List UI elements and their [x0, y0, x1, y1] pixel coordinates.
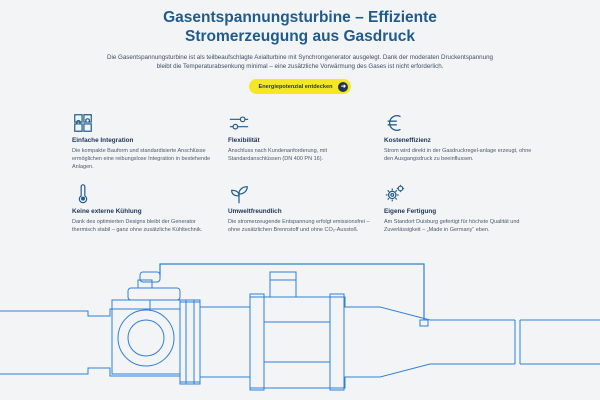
euro-icon: [384, 112, 406, 134]
feature-text: Anschluss nach Kundenanforderung, mit Standardanschlüssen (DN 400 PN 16).: [228, 148, 328, 162]
puzzle-icon: [72, 112, 94, 134]
sliders-icon: [228, 112, 250, 134]
feature-title: Kosteneffizienz: [384, 137, 431, 144]
feature-title: Keine externe Kühlung: [72, 208, 142, 215]
feature-text: Die stromerzeugende Entspannung erfolgt emissionsfrei – ohne zusätzlichen Brennstoff und ohne CO₂-Ausstoß.: [228, 219, 370, 233]
arrow-right-icon: ➜: [338, 82, 348, 92]
turbine-housing: [250, 272, 344, 390]
regulating-valve: [112, 272, 180, 374]
feature-integration: [72, 112, 228, 171]
title-line-1: Gasentspannungsturbine – Effiziente: [163, 9, 437, 26]
feature-text: Strom wird direkt in der Gasdruckregel-anlage erzeugt, ohne den Ausgangsdruck zu beeinflussen.: [384, 148, 532, 162]
main-pipe: [0, 297, 600, 388]
hero-description: Die Gasentspannungsturbine ist als teilbeaufschlagte Axialturbine mit Synchrongenerator ausgelegt. Dank der moderaten Druckentspannung bleibt die Temperaturabsenkung minimal – eine zusätzliche Vorwärmung des Gases ist nicht erforderlich.: [107, 54, 493, 70]
feature-title: Flexibilität: [228, 137, 260, 144]
feature-text: Am Standort Duisburg gefertigt für höchste Qualität und Zuverlässigkeit – „Made in Germany“ eben.: [384, 219, 520, 233]
turbine-pipeline-diagram: [0, 262, 600, 400]
feature-own-production: [384, 183, 540, 234]
hero-section: [0, 8, 600, 94]
sensor: [420, 320, 428, 326]
feature-title: Einfache Integration: [72, 137, 134, 144]
page-title: [0, 8, 600, 46]
feature-text: Die kompakte Bauform und standardisierte Anschlüsse ermöglichen eine reibungslose Integration in bestehende Anlagen.: [72, 148, 211, 170]
flange-left: [180, 300, 200, 384]
feature-cost-efficiency: [384, 112, 540, 171]
feature-flexibility: [228, 112, 384, 171]
feature-grid: [72, 112, 542, 234]
feature-no-cooling: [72, 183, 228, 234]
thermometer-icon: [72, 183, 94, 205]
feature-title: Umweltfreundlich: [228, 208, 282, 215]
cta-label: Energiepotenzial entdecken: [258, 83, 333, 90]
feature-eco-friendly: [228, 183, 384, 234]
feature-title: Eigene Fertigung: [384, 208, 437, 215]
feature-text: Dank des optimierten Designs bleibt der Generator thermisch stabil – ganz ohne zusätzliche Kühltechnik.: [72, 219, 203, 233]
leaf-icon: [228, 183, 250, 205]
energy-potential-button[interactable]: [249, 79, 352, 94]
title-line-2: Stromerzeugung aus Gasdruck: [185, 28, 415, 45]
gears-icon: [384, 183, 406, 205]
